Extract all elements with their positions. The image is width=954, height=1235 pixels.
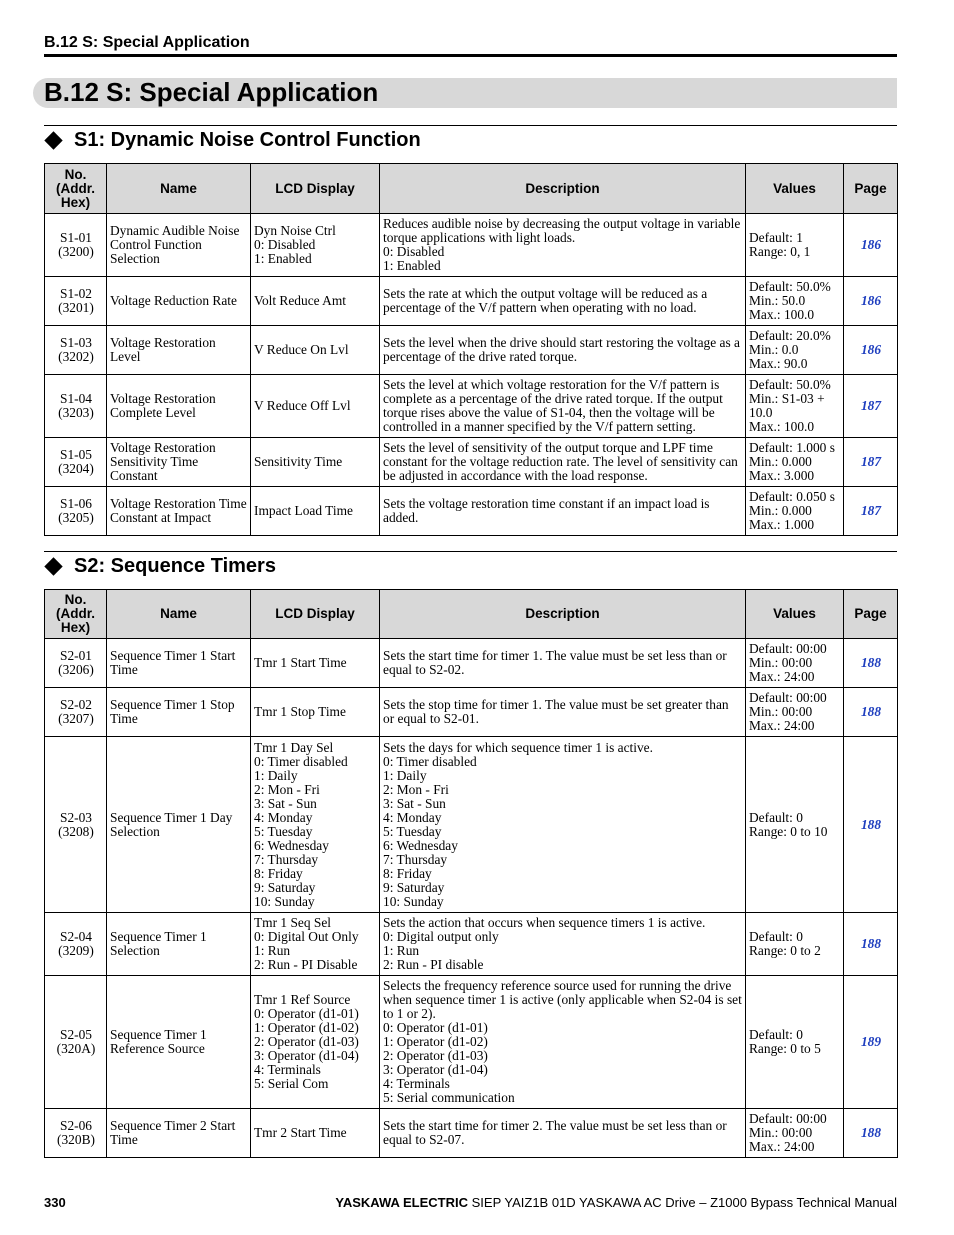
param-no: S2-05 (320A) — [45, 976, 107, 1109]
page-link[interactable]: 186 — [844, 326, 898, 375]
param-no: S1-04 (3203) — [45, 375, 107, 438]
table-row — [45, 487, 898, 536]
param-description: Sets the days for which sequence timer 1 is active. 0: Timer disabled 1: Daily 2: Mon - Fri 3: Sat - Sun 4: Monday 5: Tuesday 6: Wednesday 7: Thursday 8: Friday 9: Saturday 10: Sunday — [380, 737, 746, 913]
param-values: Default: 0.050 s Min.: 0.000 Max.: 1.000 — [746, 487, 844, 536]
s1-rule — [44, 125, 897, 126]
param-no: S1-01 (3200) — [45, 214, 107, 277]
param-values: Default: 0 Range: 0 to 2 — [746, 913, 844, 976]
page-link[interactable]: 186 — [844, 214, 898, 277]
param-values: Default: 50.0% Min.: 50.0 Max.: 100.0 — [746, 277, 844, 326]
param-name: Voltage Restoration Level — [107, 326, 251, 375]
s1-parameter-table — [44, 163, 898, 536]
param-description: Sets the level when the drive should start restoring the voltage as a percentage of the drive rated torque. — [380, 326, 746, 375]
col-header-name: Name — [107, 164, 251, 214]
param-no: S1-06 (3205) — [45, 487, 107, 536]
table-row — [45, 737, 898, 913]
s2-heading — [44, 555, 276, 578]
param-values: Default: 50.0% Min.: S1-03 + 10.0 Max.: 100.0 — [746, 375, 844, 438]
table-row — [45, 639, 898, 688]
col-header-lcd: LCD Display — [251, 164, 380, 214]
param-no: S2-01 (3206) — [45, 639, 107, 688]
param-description: Sets the action that occurs when sequence timers 1 is active. 0: Digital output only 1: Run 2: Run - PI disable — [380, 913, 746, 976]
param-description: Sets the level of sensitivity of the output torque and LPF time constant for the voltage reduction rate. The level of sensitivity can be adjusted in accordance with the load response. — [380, 438, 746, 487]
param-values: Default: 20.0% Min.: 0.0 Max.: 90.0 — [746, 326, 844, 375]
s1-heading-text: S1: Dynamic Noise Control Function — [74, 129, 421, 151]
diamond-bullet-icon — [44, 131, 62, 149]
col-header-description: Description — [380, 590, 746, 639]
table-row — [45, 976, 898, 1109]
table-row — [45, 214, 898, 277]
page-link[interactable]: 186 — [844, 277, 898, 326]
page-link[interactable]: 187 — [844, 438, 898, 487]
col-header-values: Values — [746, 164, 844, 214]
param-values: Default: 00:00 Min.: 00:00 Max.: 24:00 — [746, 688, 844, 737]
col-header-lcd: LCD Display — [251, 590, 380, 639]
param-name: Sequence Timer 1 Start Time — [107, 639, 251, 688]
s2-heading-text: S2: Sequence Timers — [74, 555, 276, 577]
param-no: S1-05 (3204) — [45, 438, 107, 487]
param-lcd: Impact Load Time — [251, 487, 380, 536]
table-row — [45, 277, 898, 326]
param-no: S2-03 (3208) — [45, 737, 107, 913]
param-description: Sets the stop time for timer 1. The value must be set greater than or equal to S2-01. — [380, 688, 746, 737]
param-values: Default: 0 Range: 0 to 10 — [746, 737, 844, 913]
col-header-values: Values — [746, 590, 844, 639]
param-description: Sets the voltage restoration time constant if an impact load is added. — [380, 487, 746, 536]
param-lcd: Tmr 1 Start Time — [251, 639, 380, 688]
param-values: Default: 00:00 Min.: 00:00 Max.: 24:00 — [746, 1109, 844, 1158]
param-no: S1-03 (3202) — [45, 326, 107, 375]
page-link[interactable]: 187 — [844, 487, 898, 536]
param-no: S2-06 (320B) — [45, 1109, 107, 1158]
page-link[interactable]: 189 — [844, 976, 898, 1109]
table-row — [45, 688, 898, 737]
table-row — [45, 375, 898, 438]
param-lcd: Dyn Noise Ctrl 0: Disabled 1: Enabled — [251, 214, 380, 277]
col-header-no: No. (Addr. Hex) — [45, 590, 107, 639]
table-row — [45, 1109, 898, 1158]
section-title: B.12 S: Special Application — [44, 77, 379, 107]
param-values: Default: 1.000 s Min.: 0.000 Max.: 3.000 — [746, 438, 844, 487]
diamond-bullet-icon — [44, 557, 62, 575]
table-row — [45, 326, 898, 375]
param-description: Sets the start time for timer 1. The value must be set less than or equal to S2-02. — [380, 639, 746, 688]
col-header-description: Description — [380, 164, 746, 214]
param-name: Voltage Restoration Sensitivity Time Constant — [107, 438, 251, 487]
page-number: 330 — [44, 1195, 66, 1210]
footer-manual: SIEP YAIZ1B 01D YASKAWA AC Drive – Z1000 Bypass Technical Manual — [468, 1195, 897, 1210]
param-description: Sets the start time for timer 2. The value must be set less than or equal to S2-07. — [380, 1109, 746, 1158]
param-name: Sequence Timer 2 Start Time — [107, 1109, 251, 1158]
param-description: Sets the rate at which the output voltage will be reduced as a percentage of the V/f pattern when operating with no load. — [380, 277, 746, 326]
param-lcd: Tmr 1 Stop Time — [251, 688, 380, 737]
s2-rule — [44, 551, 897, 552]
page-link[interactable]: 188 — [844, 688, 898, 737]
page-link[interactable]: 188 — [844, 639, 898, 688]
col-header-no: No. (Addr. Hex) — [45, 164, 107, 214]
param-lcd: Tmr 1 Day Sel 0: Timer disabled 1: Daily 2: Mon - Fri 3: Sat - Sun 4: Monday 5: Tuesday 6: Wednesday 7: Thursday 8: Friday 9: Saturday 10: Sunday — [251, 737, 380, 913]
param-lcd: Volt Reduce Amt — [251, 277, 380, 326]
param-lcd: Tmr 1 Ref Source 0: Operator (d1-01) 1: Operator (d1-02) 2: Operator (d1-03) 3: Operator (d1-04) 4: Terminals 5: Serial Com — [251, 976, 380, 1109]
page-link[interactable]: 188 — [844, 1109, 898, 1158]
param-name: Sequence Timer 1 Stop Time — [107, 688, 251, 737]
param-values: Default: 0 Range: 0 to 5 — [746, 976, 844, 1109]
param-description: Reduces audible noise by decreasing the output voltage in variable torque applications with light loads. 0: Disabled 1: Enabled — [380, 214, 746, 277]
param-name: Voltage Restoration Time Constant at Impact — [107, 487, 251, 536]
param-lcd: Sensitivity Time — [251, 438, 380, 487]
param-description: Sets the level at which voltage restoration for the V/f pattern is complete as a percentage of the drive rated torque. If the output torque rises above the value of S1-04, then the voltage will be controlled in a manner specified by the V/f pattern setting. — [380, 375, 746, 438]
s1-heading — [44, 129, 421, 152]
param-no: S1-02 (3201) — [45, 277, 107, 326]
param-lcd: V Reduce Off Lvl — [251, 375, 380, 438]
param-name: Dynamic Audible Noise Control Function Selection — [107, 214, 251, 277]
col-header-page: Page — [844, 164, 898, 214]
s2-parameter-table — [44, 589, 898, 1158]
page-link[interactable]: 188 — [844, 737, 898, 913]
param-values: Default: 1 Range: 0, 1 — [746, 214, 844, 277]
param-lcd: Tmr 1 Seq Sel 0: Digital Out Only 1: Run 2: Run - PI Disable — [251, 913, 380, 976]
param-description: Selects the frequency reference source used for running the drive when sequence timer 1 is active (only applicable when S2-04 is set to 1 or 2). 0: Operator (d1-01) 1: Operator (d1-02) 2: Operator (d1-03) 3: Operator (d1-04) 4: Terminals 5: Serial communication — [380, 976, 746, 1109]
col-header-name: Name — [107, 590, 251, 639]
param-lcd: V Reduce On Lvl — [251, 326, 380, 375]
param-no: S2-04 (3209) — [45, 913, 107, 976]
param-name: Sequence Timer 1 Selection — [107, 913, 251, 976]
param-name: Voltage Restoration Complete Level — [107, 375, 251, 438]
header-rule — [44, 54, 897, 57]
page-link[interactable]: 188 — [844, 913, 898, 976]
param-name: Sequence Timer 1 Reference Source — [107, 976, 251, 1109]
param-values: Default: 00:00 Min.: 00:00 Max.: 24:00 — [746, 639, 844, 688]
footer-manual-title — [335, 1195, 897, 1210]
table-row — [45, 438, 898, 487]
footer-brand: YASKAWA ELECTRIC — [335, 1195, 469, 1210]
param-no: S2-02 (3207) — [45, 688, 107, 737]
running-header: B.12 S: Special Application — [44, 34, 250, 51]
param-lcd: Tmr 2 Start Time — [251, 1109, 380, 1158]
param-name: Sequence Timer 1 Day Selection — [107, 737, 251, 913]
table-row — [45, 913, 898, 976]
param-name: Voltage Reduction Rate — [107, 277, 251, 326]
page-link[interactable]: 187 — [844, 375, 898, 438]
col-header-page: Page — [844, 590, 898, 639]
